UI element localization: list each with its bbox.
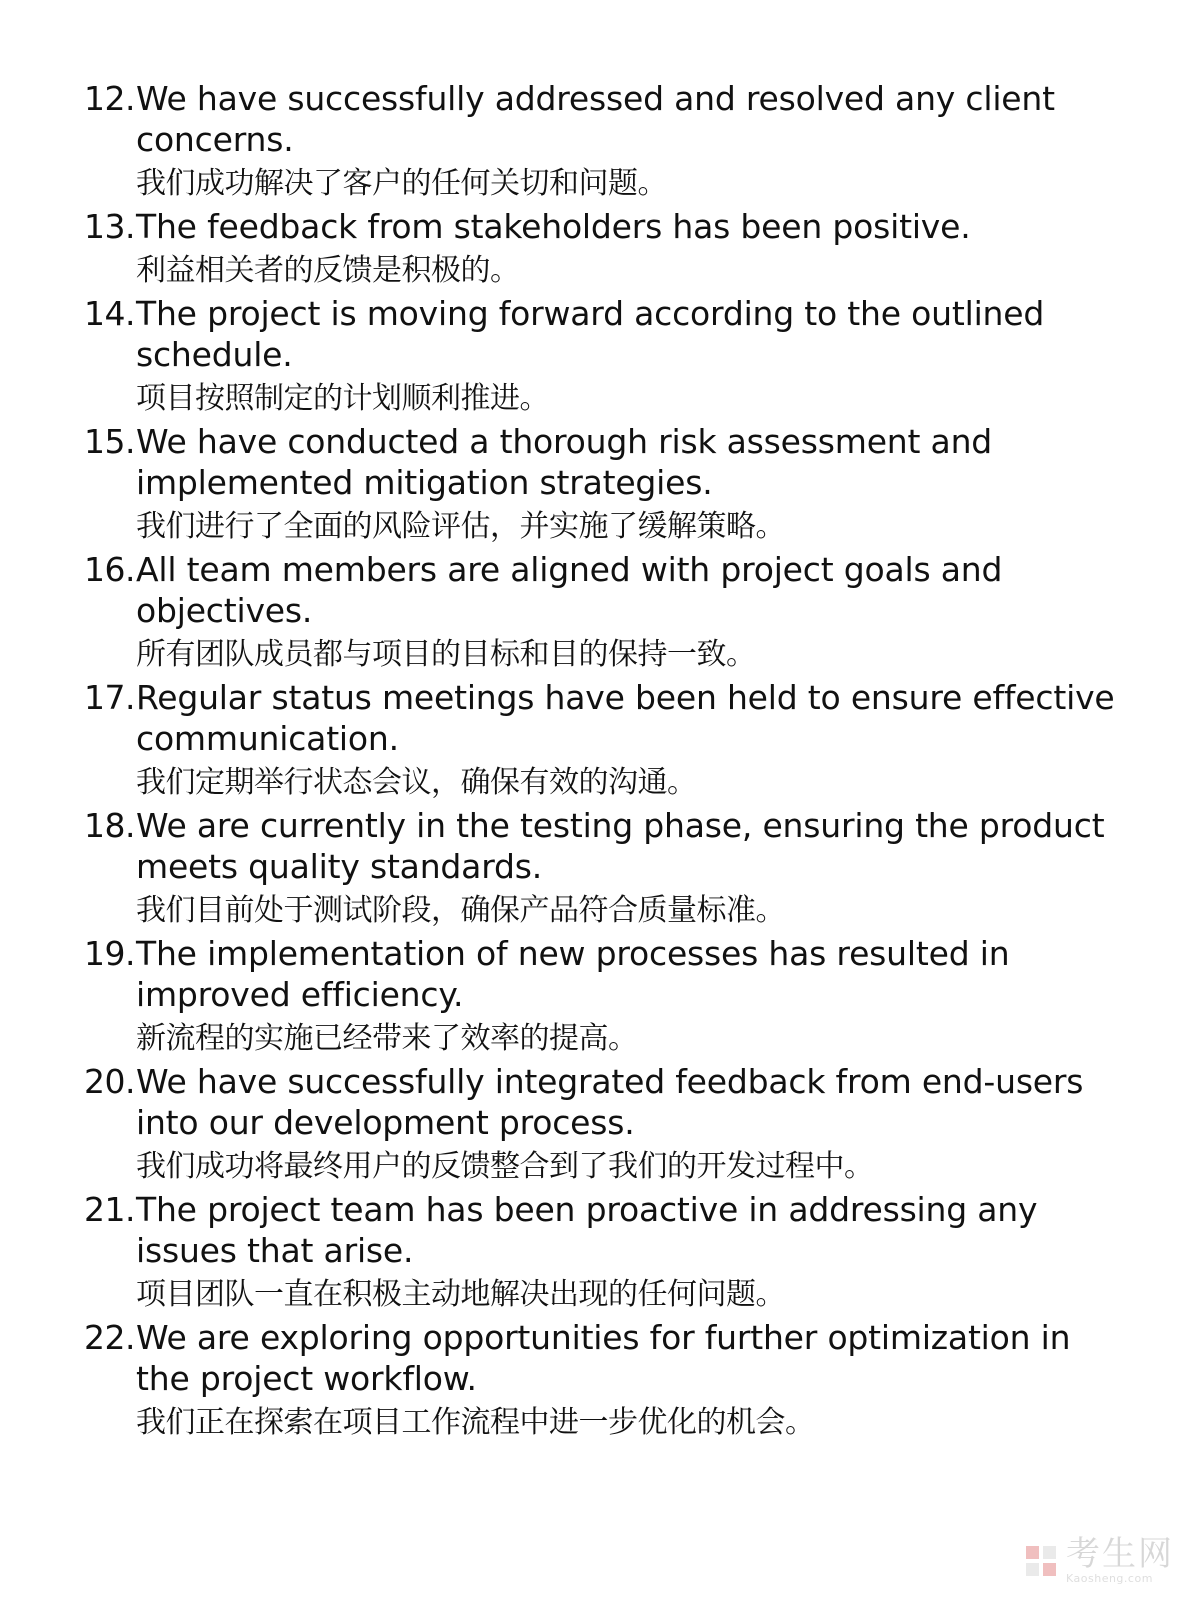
english-sentence: All team members are aligned with project goals and objectives. <box>136 550 1003 630</box>
watermark-domain: Kaosheng.com <box>1066 1572 1153 1585</box>
list-item-17 <box>84 677 1124 805</box>
list-item-20 <box>84 1061 1124 1189</box>
chinese-translation: 我们成功解决了客户的任何关切和问题。 <box>136 166 667 201</box>
english-sentence: We have conducted a thorough risk assessment and implemented mitigation strategies. <box>136 422 993 502</box>
english-sentence: Regular status meetings have been held to ensure effective communication. <box>136 678 1115 758</box>
list-item-15 <box>84 421 1124 549</box>
chinese-translation: 我们正在探索在项目工作流程中进一步优化的机会。 <box>136 1405 815 1440</box>
english-sentence: The project team has been proactive in addressing any issues that arise. <box>136 1190 1038 1270</box>
chinese-translation: 我们成功将最终用户的反馈整合到了我们的开发过程中。 <box>136 1149 874 1184</box>
english-sentence: We have successfully addressed and resolved any client concerns. <box>136 79 1055 159</box>
item-number: 20. <box>84 1062 135 1101</box>
list-item-21 <box>84 1189 1124 1317</box>
chinese-translation: 新流程的实施已经带来了效率的提高。 <box>136 1021 638 1056</box>
english-sentence: The feedback from stakeholders has been positive. <box>136 207 971 246</box>
kaosheng-logo-icon <box>1024 1544 1058 1578</box>
list-item-22 <box>84 1317 1124 1445</box>
item-number: 12. <box>84 79 135 118</box>
list-item-14 <box>84 293 1124 421</box>
chinese-translation: 项目团队一直在积极主动地解决出现的任何问题。 <box>136 1277 785 1312</box>
english-sentence: We have successfully integrated feedback from end-users into our development process. <box>136 1062 1084 1142</box>
item-number: 17. <box>84 678 135 717</box>
list-item-18 <box>84 805 1124 933</box>
chinese-translation: 我们定期举行状态会议，确保有效的沟通。 <box>136 765 697 800</box>
chinese-translation: 我们目前处于测试阶段，确保产品符合质量标准。 <box>136 893 785 928</box>
item-number: 18. <box>84 806 135 845</box>
watermark-chinese: 考生网 <box>1066 1534 1174 1574</box>
chinese-translation: 我们进行了全面的风险评估，并实施了缓解策略。 <box>136 509 785 544</box>
list-item-13 <box>84 206 1124 293</box>
item-number: 19. <box>84 934 135 973</box>
item-number: 22. <box>84 1318 135 1357</box>
chinese-translation: 所有团队成员都与项目的目标和目的保持一致。 <box>136 637 756 672</box>
english-sentence: The project is moving forward according to the outlined schedule. <box>136 294 1045 374</box>
item-number: 15. <box>84 422 135 461</box>
english-sentence: We are exploring opportunities for further optimization in the project workflow. <box>136 1318 1071 1398</box>
list-item-12 <box>84 78 1124 206</box>
chinese-translation: 利益相关者的反馈是积极的。 <box>136 253 520 288</box>
english-sentence: We are currently in the testing phase, ensuring the product meets quality standards. <box>136 806 1105 886</box>
list-item-19 <box>84 933 1124 1061</box>
item-number: 16. <box>84 550 135 589</box>
item-number: 13. <box>84 207 135 246</box>
document-body <box>84 78 1124 1445</box>
chinese-translation: 项目按照制定的计划顺利推进。 <box>136 381 549 416</box>
english-sentence: The implementation of new processes has resulted in improved efficiency. <box>136 934 1010 1014</box>
site-watermark <box>1024 1534 1174 1585</box>
item-number: 14. <box>84 294 135 333</box>
item-number: 21. <box>84 1190 135 1229</box>
list-item-16 <box>84 549 1124 677</box>
